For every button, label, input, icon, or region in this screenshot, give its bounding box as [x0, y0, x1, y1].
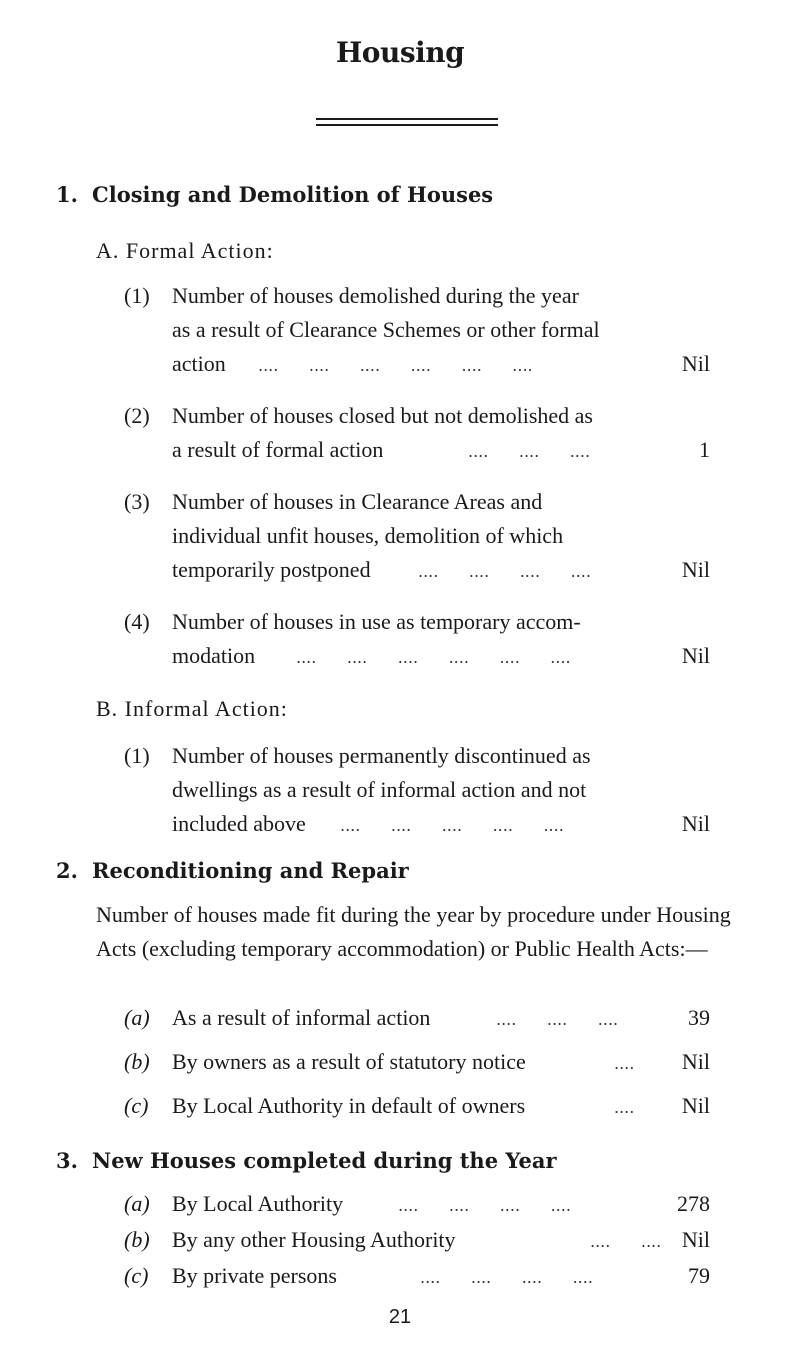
page-title: Housing [335, 36, 465, 69]
s3-c-text: By private persons [172, 1263, 337, 1288]
s2-b-text: By owners as a result of statutory notice [172, 1049, 526, 1074]
a1-value: Nil [681, 351, 710, 376]
a3-line-1: Number of houses in Clearance Areas and [172, 489, 543, 514]
b1-line-2: dwellings as a result of informal action and not [172, 777, 587, 802]
a3-number: (3) [124, 489, 150, 514]
s3-a-number: (a) [124, 1191, 150, 1216]
s2-b-number: (b) [124, 1049, 150, 1074]
a4-leader-dots: .... .... .... .... .... .... [296, 648, 571, 667]
s3-b-leader-dots: .... .... [590, 1232, 662, 1251]
s2-c-leader-dots: .... [614, 1098, 635, 1117]
section-2-intro: Number of houses made fit during the year by procedure under Housing Acts (excluding temporary accommodation) or Public Health Acts:— [96, 902, 731, 961]
a3-value: Nil [681, 557, 710, 582]
a2-line-2: a result of formal action [172, 437, 384, 462]
s2-b-value: Nil [681, 1049, 710, 1074]
a1-line-2: as a result of Clearance Schemes or other formal [172, 317, 600, 342]
s2-c-text: By Local Authority in default of owners [172, 1093, 526, 1118]
subsection-b-heading: B. Informal Action: [96, 696, 288, 721]
b1-value: Nil [681, 811, 710, 836]
subsection-a-heading: A. Formal Action: [96, 238, 274, 263]
b1-number: (1) [124, 743, 150, 768]
section-1-number: 1. [56, 182, 78, 207]
page-number: 21 [388, 1306, 412, 1328]
s3-b-number: (b) [124, 1227, 150, 1252]
title-rule-top [316, 118, 498, 120]
b1-line-3: included above [172, 811, 306, 836]
s3-c-leader-dots: .... .... .... .... [420, 1268, 593, 1287]
a2-value: 1 [699, 437, 710, 462]
a2-number: (2) [124, 403, 150, 428]
a1-leader-dots: .... .... .... .... .... .... [258, 356, 533, 375]
a3-line-3: temporarily postponed [172, 557, 371, 582]
a1-number: (1) [124, 283, 150, 308]
s2-a-number: (a) [124, 1005, 150, 1030]
s2-a-leader-dots: .... .... .... [496, 1010, 619, 1029]
section-3-number: 3. [56, 1148, 78, 1173]
s2-a-text: As a result of informal action [172, 1005, 431, 1030]
section-1-heading: Closing and Demolition of Houses [92, 182, 494, 207]
title-rule-bottom [316, 124, 498, 126]
s2-c-value: Nil [681, 1093, 710, 1118]
a4-number: (4) [124, 609, 150, 634]
s3-a-leader-dots: .... .... .... .... [398, 1196, 571, 1215]
section-2-number: 2. [56, 858, 78, 883]
s3-a-value: 278 [677, 1191, 710, 1216]
s3-c-number: (c) [124, 1263, 149, 1288]
b1-leader-dots: .... .... .... .... .... [340, 816, 564, 835]
a1-line-1: Number of houses demolished during the year [172, 283, 579, 308]
a4-line-2: modation [172, 643, 256, 668]
a2-line-1: Number of houses closed but not demolished as [172, 403, 593, 428]
a1-line-3: action [172, 351, 226, 376]
s3-b-text: By any other Housing Authority [172, 1227, 456, 1252]
s3-c-value: 79 [688, 1263, 710, 1288]
s2-c-number: (c) [124, 1093, 149, 1118]
b1-line-1: Number of houses permanently discontinued as [172, 743, 591, 768]
s2-b-leader-dots: .... [614, 1054, 635, 1073]
a4-line-1: Number of houses in use as temporary accom- [172, 609, 581, 634]
a2-leader-dots: .... .... .... [468, 442, 591, 461]
a3-leader-dots: .... .... .... .... [418, 562, 591, 581]
s3-a-text: By Local Authority [172, 1191, 344, 1216]
a4-value: Nil [681, 643, 710, 668]
a3-line-2: individual unfit houses, demolition of which [172, 523, 564, 548]
section-3-heading: New Houses completed during the Year [92, 1148, 557, 1173]
s2-a-value: 39 [688, 1005, 710, 1030]
section-2-heading: Reconditioning and Repair [92, 858, 409, 883]
s3-b-value: Nil [681, 1227, 710, 1252]
